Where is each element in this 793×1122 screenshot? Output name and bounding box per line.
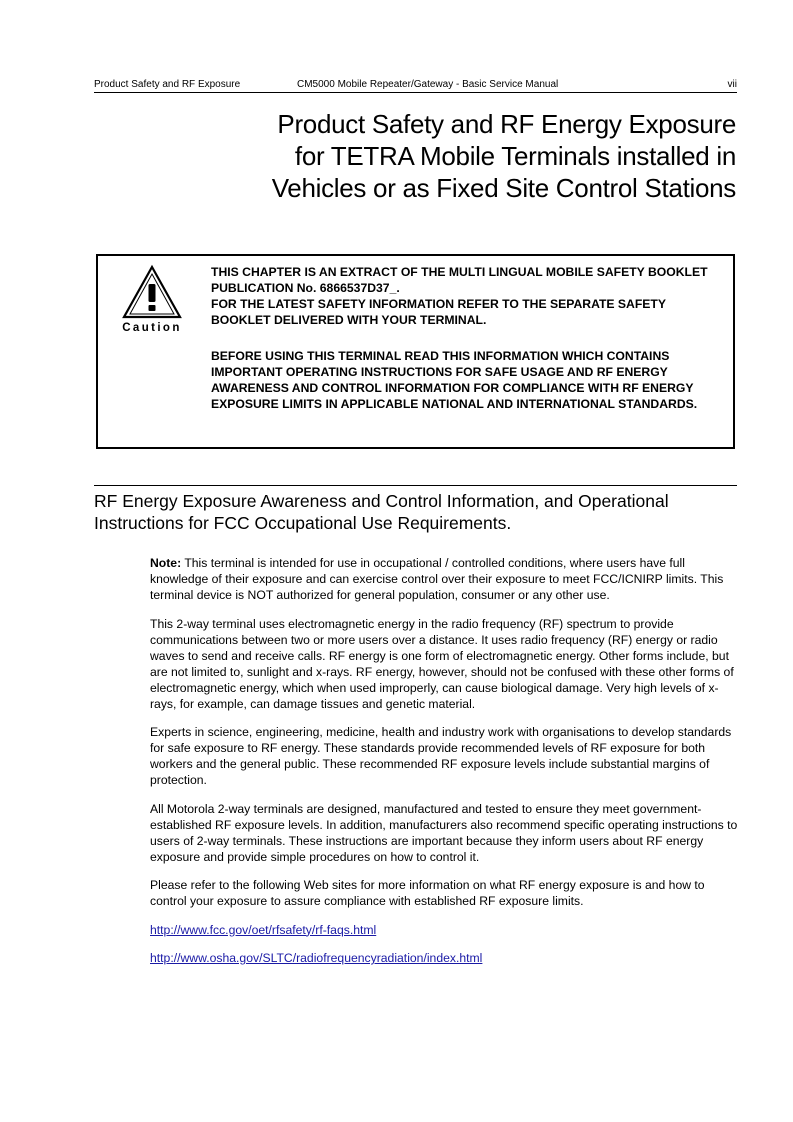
osha-rf-radiation-link[interactable]: http://www.osha.gov/SLTC/radiofrequencyradiation/index.html [150,951,483,965]
caution-paragraph-2: FOR THE LATEST SAFETY INFORMATION REFER TO THE SEPARATE SAFETY BOOKLET DELIVERED WITH YOUR TERMINAL. [211,297,666,327]
note-text: This terminal is intended for use in occupational / controlled conditions, where users have full knowledge of their exposure and can exercise control over their exposure to meet FCC/ICNIRP limits. This terminal device is NOT authorized for general population, consumer or any other use. [150,556,724,602]
body-paragraph-4: Please refer to the following Web sites for more information on what RF energy exposure is and how to control your exposure to assure compliance with established RF exposure limits. [150,878,705,908]
header-manual-title: CM5000 Mobile Repeater/Gateway - Basic Service Manual [297,79,559,90]
page-title [160,108,736,204]
caution-box [96,254,735,449]
caution-label: Caution [122,322,182,334]
body-paragraph-2: Experts in science, engineering, medicine, health and industry work with organisations to develop standards for safe exposure to RF energy. These standards provide recommended levels of RF exposure for both workers and the general public. These recommended RF exposure levels include substantial margins of protection. [150,725,732,787]
note-paragraph [150,555,740,603]
body-paragraph-1: This 2-way terminal uses electromagnetic energy in the radio frequency (RF) spectrum to provide communications between two or more users over a distance. It uses radio frequency (RF) energy or radio waves to send and receive calls. RF energy is one form of electromagnetic energy. Other forms include, but are not limited to, sunlight and x-rays. RF energy, however, should not be confused with these other forms of electromagnetic energy, which when used improperly, can cause biological damage. Very high levels of x-rays, for example, can damage tissues and genetic material. [150,616,734,711]
section-heading-line-1: RF Energy Exposure Awareness and Control Information, and Operational [94,491,669,511]
note-label: Note: [150,556,182,570]
header-chapter-title: Product Safety and RF Exposure [94,79,241,90]
section-divider [94,485,737,486]
header-page-number: vii [727,79,737,90]
page-title-line-3: Vehicles or as Fixed Site Control Stations [271,173,736,203]
header-divider [94,92,737,93]
fcc-rf-faqs-link[interactable]: http://www.fcc.gov/oet/rfsafety/rf-faqs.html [150,922,377,937]
page-title-line-2: for TETRA Mobile Terminals installed in [294,141,736,171]
section-heading [94,490,737,534]
section-heading-line-2: Instructions for FCC Occupational Use Requirements. [94,513,512,533]
caution-text [211,264,716,412]
link-paragraph-1 [150,922,740,938]
caution-paragraph-1: THIS CHAPTER IS AN EXTRACT OF THE MULTI LINGUAL MOBILE SAFETY BOOKLET PUBLICATION No. 6866537D37_. [211,265,708,295]
body-text [150,555,740,979]
caution-paragraph-3: BEFORE USING THIS TERMINAL READ THIS INFORMATION WHICH CONTAINS IMPORTANT OPERATING INSTRUCTIONS FOR SAFE USAGE AND RF ENERGY AWARENESS AND CONTROL INFORMATION FOR COMPLIANCE WITH RF ENERGY EXPOSURE LIMITS IN APPLICABLE NATIONAL AND INTERNATIONAL STANDARDS. [211,349,698,411]
body-paragraph-3: All Motorola 2-way terminals are designed, manufactured and tested to ensure they meet government-established RF exposure levels. In addition, manufacturers also recommend specific operating instructions to users of 2-way terminals. These instructions are important because they inform users about RF energy exposure and provide simple procedures on how to control it. [150,801,738,864]
link-paragraph-2 [150,950,740,966]
page-title-line-1: Product Safety and RF Energy Exposure [277,109,736,139]
